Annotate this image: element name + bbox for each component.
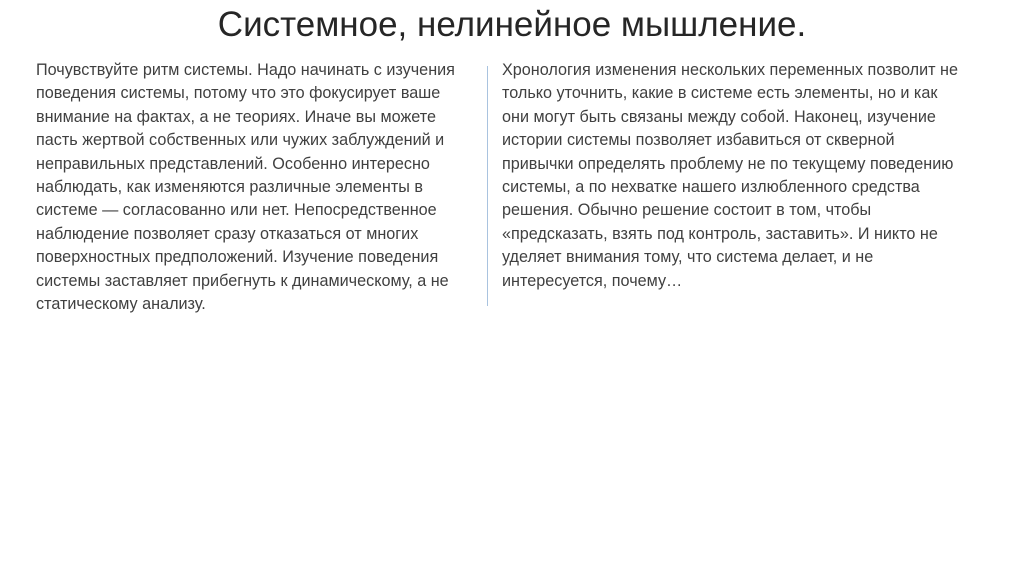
column-divider [487,66,488,306]
slide-title: Системное, нелинейное мышление. [217,5,807,44]
right-column-text: Хронология изменения нескольких переменных позволит не только уточнить, какие в системе есть элементы, но и как они могут быть связаны между собой. Наконец, изучение истории системы позволяет избавиться от скверной привычки определять проблему не по текущему поведению системы, а по нехватке нашего излюбленного средства решения. Обычно решение состоит в том, чтобы «предсказать, взять под контроль, заставить». И никто не уделяет внимания тому, что система делает, и не интересуется, почему… [502,61,958,290]
left-column-text: Почувствуйте ритм системы. Надо начинать с изучения поведения системы, потому что это фокусирует ваше внимание на фактах, а не теориях. Иначе вы можете пасть жертвой собственных или чужих заблуждений и неправильных представлений. Особенно интересно наблюдать, как изменяются различные элементы в системе — согласованно или нет. Непосредственное наблюдение позволяет сразу отказаться от многих поверхностных предположений. Изучение поведения системы заставляет прибегнуть к динамическому, а не статическому анализу. [36,61,455,314]
